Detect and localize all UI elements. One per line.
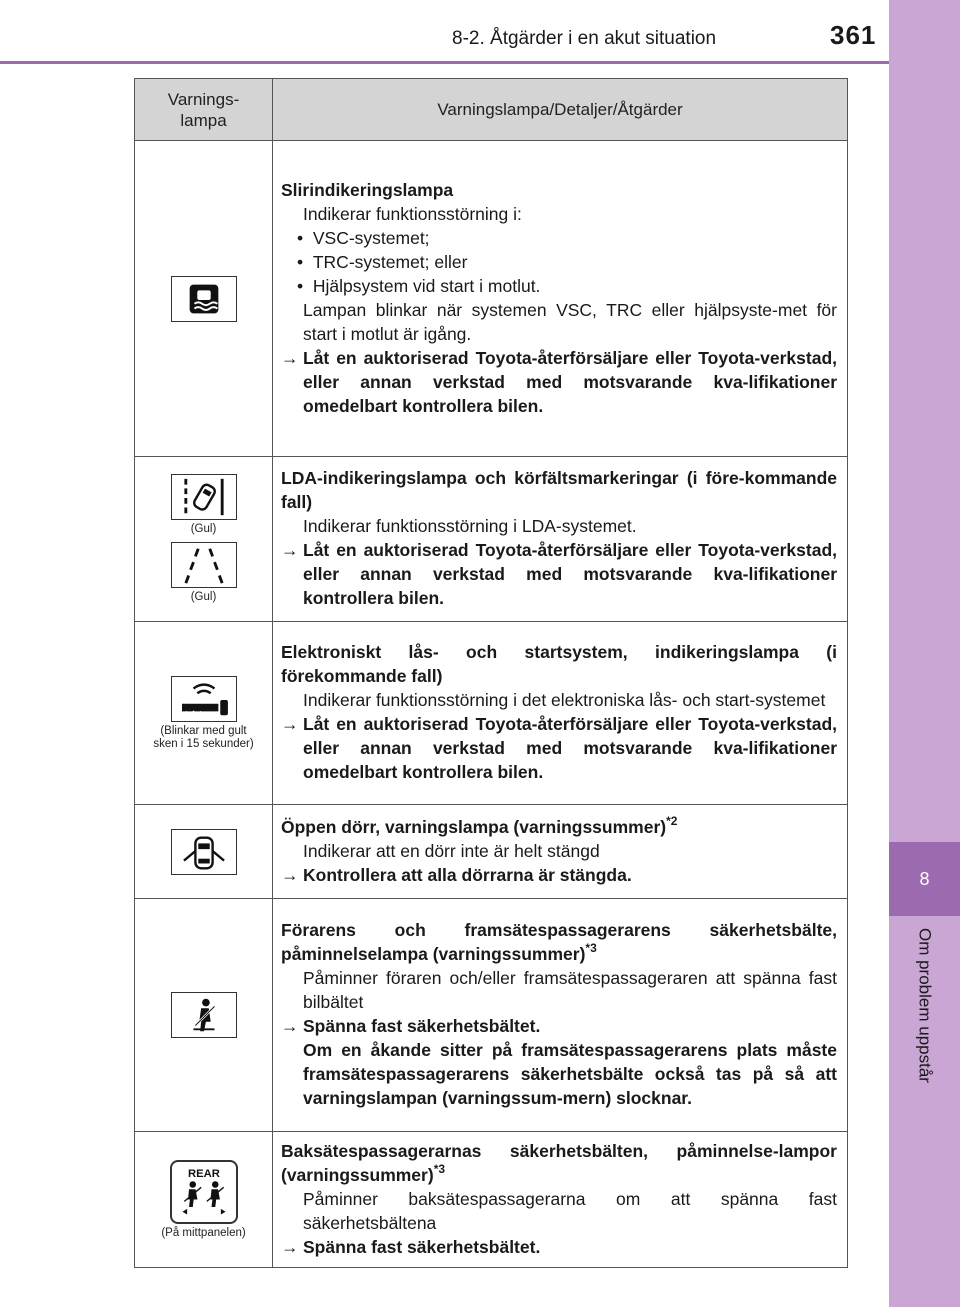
col-header-lamp: Varnings- lampa [135,79,273,141]
table-row [135,141,848,457]
chapter-sidebar [889,0,960,1307]
icon-caption: (Blinkar med gult sken i 15 sekunder) [153,724,254,750]
chapter-title: Om problem uppstår [915,928,935,1083]
lamp-note: Lampan blinkar när systemen VSC, TRC eller hjälpsyste-met för start i motlut är igång. [303,299,837,344]
details-cell [273,141,848,457]
table-header-row [135,79,848,141]
icon-cell [135,457,273,622]
lamp-title: Slirindikeringslampa [281,179,454,200]
table-row [135,457,848,622]
icon-cell [135,622,273,805]
smart-key-icon [171,676,237,722]
svg-text:REAR: REAR [187,1167,220,1180]
icon-caption: (På mittpanelen) [161,1226,246,1239]
table-row [135,1132,848,1268]
icon-cell [135,899,273,1132]
lane-markings-icon [171,542,237,588]
col-header-details: Varningslampa/Detaljer/Åtgärder [273,79,848,141]
bullet-item: • Hjälpsystem vid start i motlut. [297,275,541,296]
action-text: → Låt en auktoriserad Toyota-återförsäljare eller Toyota-verkstad, eller annan verkstad med motsvarande kva-lifikationer omedelbart kontrollera bilen. [281,714,837,782]
action-continuation: Om en åkande sitter på framsätespassagerarens plats måste framsätespassagerarens säkerhetsbälte också tas på så att varningslampan (varningssum-mern) slocknar. [303,1040,837,1108]
lamp-description: Påminner föraren och/eller framsätespassageraren att spänna fast bilbältet [303,968,837,1012]
seatbelt-icon [171,992,237,1038]
lamp-description: Påminner baksätespassagerarna om att spänna fast säkerhetsbältena [303,1188,837,1233]
open-door-icon [171,829,237,875]
lda-car-lane-icon [171,474,237,520]
slip-indicator-icon [171,276,237,322]
details-cell [273,1132,848,1268]
lamp-description: Indikerar funktionsstörning i det elektroniska lås- och start-systemet [303,690,826,710]
lamp-description: Indikerar funktionsstörning i LDA-systemet. [303,516,637,536]
icon-caption: (Gul) [190,523,217,535]
lamp-title: Förarens och framsätespassagerarens säkerhetsbälte, påminnelselampa (varningssummer)$^{*3}$ [281,920,837,964]
action-text: → Låt en auktoriserad Toyota-återförsäljare eller Toyota-verkstad, eller annan verkstad med motsvarande kva-lifikationer kontrollera bilen. [281,540,837,608]
action-text: → Kontrollera att alla dörrarna är stängda. [281,864,632,885]
section-title: 8-2. Åtgärder i en akut situation [452,28,717,49]
action-text: → Spänna fast säkerhetsbältet. [281,1016,541,1036]
header-divider [0,61,889,64]
details-cell [273,899,848,1132]
lamp-title: Elektroniskt lås- och startsystem, indikeringslampa (i förekommande fall) [281,642,837,686]
lamp-description: Indikerar att en dörr inte är helt stängd [303,840,600,861]
action-text: → Låt en auktoriserad Toyota-återförsäljare eller Toyota-verkstad, eller annan verkstad med motsvarande kva-lifikationer omedelbart kontrollera bilen. [281,347,837,416]
rear-seatbelt-icon [170,1160,238,1224]
details-cell [273,805,848,899]
icon-cell [135,141,273,457]
lamp-title: LDA-indikeringslampa och körfältsmarkeringar (i före-kommande fall) [281,468,837,512]
details-cell [273,457,848,622]
icon-cell [135,1132,273,1268]
lamp-title: Öppen dörr, varningslampa (varningssummer)$^{*2}$ [281,813,678,837]
icon-cell [135,805,273,899]
table-row [135,899,848,1132]
details-cell [273,622,848,805]
lamp-description: Indikerar funktionsstörning i: [303,203,522,224]
action-text: → Spänna fast säkerhetsbältet. [281,1236,541,1257]
lamp-title: Baksätespassagerarnas säkerhetsbälten, påminnelse-lampor (varningssummer)$^{*3}$ [281,1140,837,1185]
table-row [135,805,848,899]
bullet-item: • VSC-systemet; [297,227,430,248]
page-number: 361 [830,20,877,50]
bullet-item: • TRC-systemet; eller [297,251,468,272]
chapter-number: 8 [889,842,960,916]
warning-lamp-table [134,78,848,1268]
table-row [135,622,848,805]
icon-caption: (Gul) [190,591,217,603]
